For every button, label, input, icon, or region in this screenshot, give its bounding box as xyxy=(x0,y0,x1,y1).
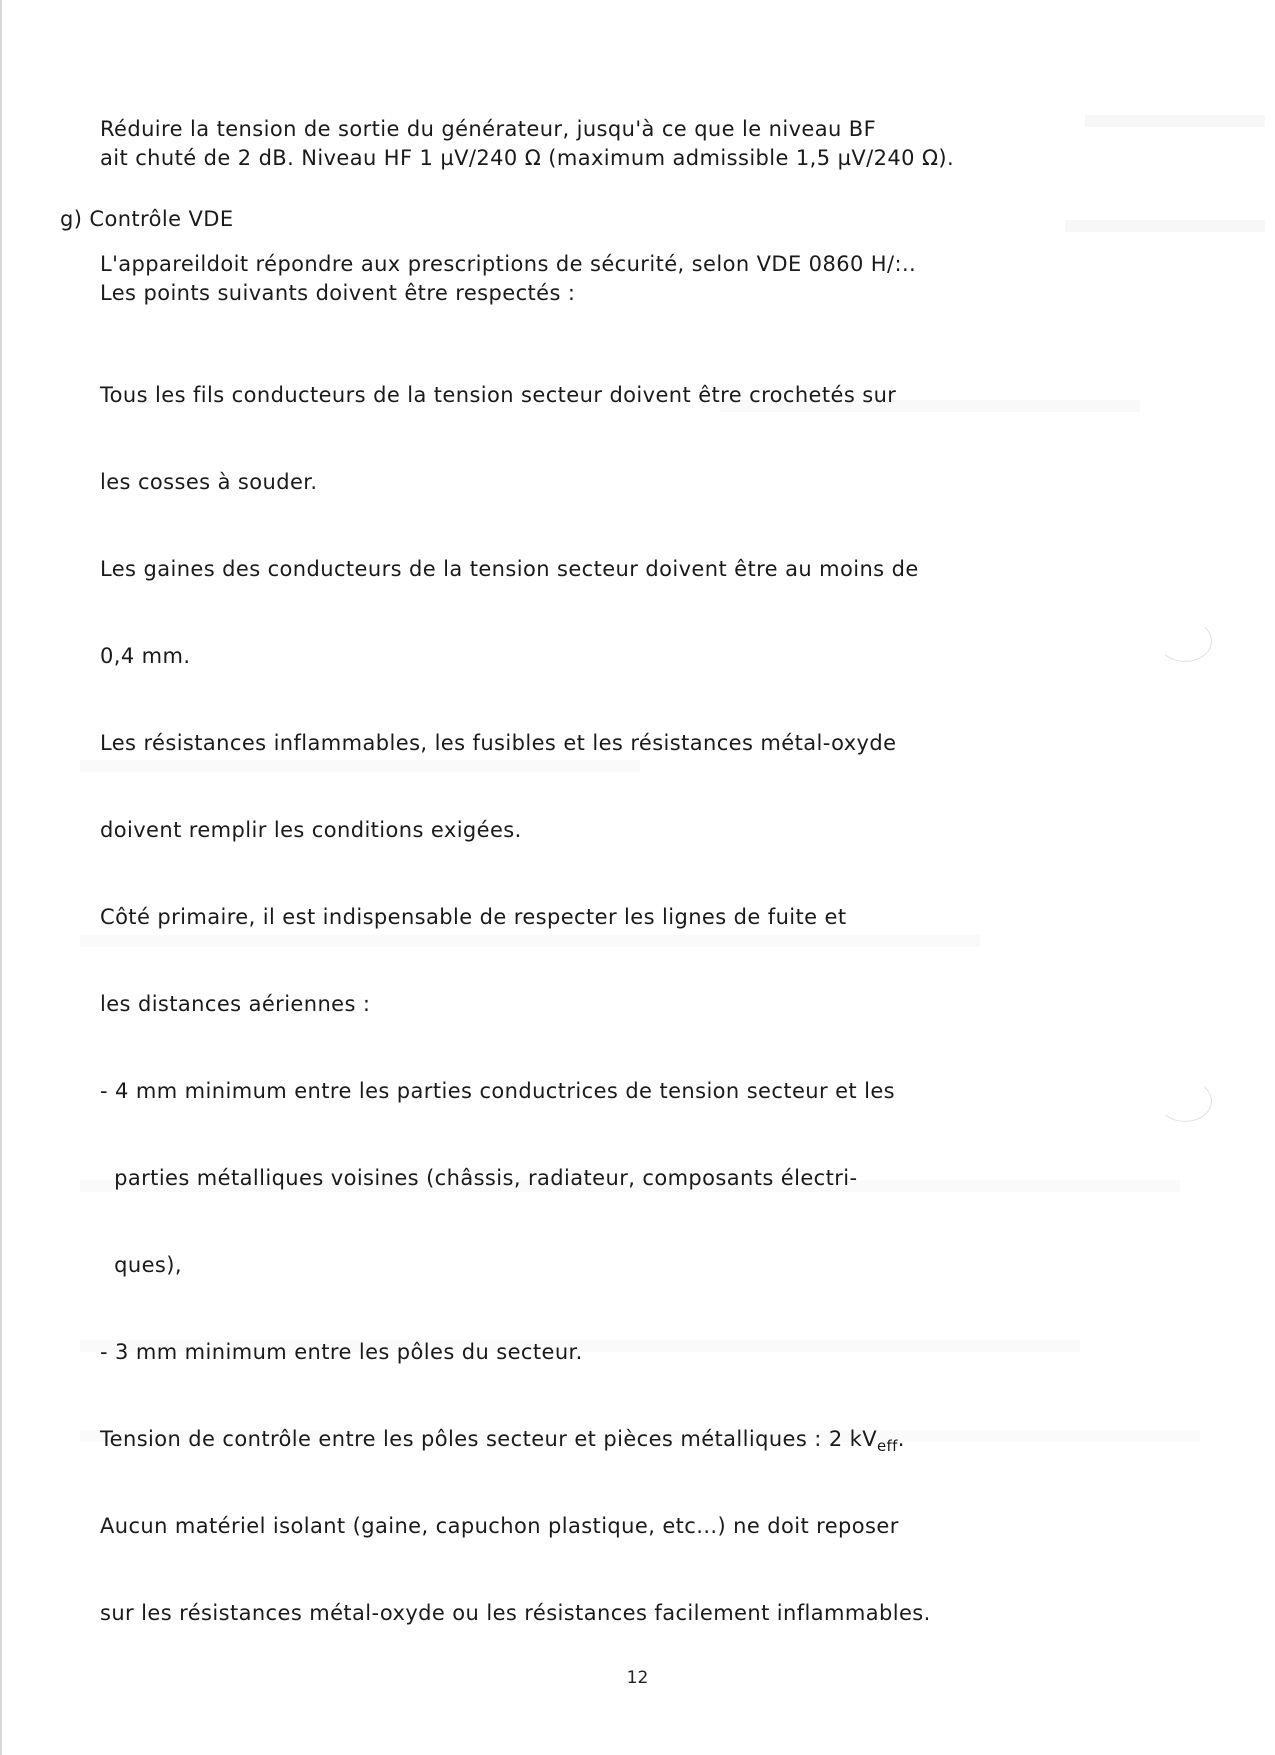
text-line: Les points suivants doivent être respectés : xyxy=(100,281,576,305)
text-line: les distances aériennes : xyxy=(100,992,371,1016)
list-item: - 3 mm minimum entre les pôles du secteur. xyxy=(100,1340,583,1364)
test-voltage-subscript: eff xyxy=(877,1437,898,1455)
text-line: Côté primaire, il est indispensable de respecter les lignes de fuite et xyxy=(100,905,847,929)
page-number: 12 xyxy=(626,1668,649,1688)
section-g-body xyxy=(100,323,931,1686)
text-line: Tous les fils conducteurs de la tension secteur doivent être crochetés sur xyxy=(100,383,897,407)
test-voltage-line xyxy=(100,1425,931,1454)
list-item: - 4 mm minimum entre les parties conductrices de tension secteur et les xyxy=(100,1079,896,1103)
test-voltage-text: Tension de contrôle entre les pôles secteur et pièces métalliques : 2 kV xyxy=(100,1427,878,1451)
test-voltage-period: . xyxy=(897,1427,905,1451)
text-line: Les résistances inflammables, les fusibles et les résistances métal-oxyde xyxy=(100,731,897,755)
section-g-heading xyxy=(60,205,234,234)
text-line: Réduire la tension de sortie du générateur, jusqu'à ce que le niveau BF xyxy=(100,117,877,141)
text-line: les cosses à souder. xyxy=(100,470,318,494)
section-heading: g) Contrôle VDE xyxy=(60,207,234,231)
punch-hole-mark xyxy=(1158,1080,1212,1122)
text-line: doivent remplir les conditions exigées. xyxy=(100,818,522,842)
text-line: L'appareildoit répondre aux prescriptions de sécurité, selon VDE 0860 H/:.. xyxy=(100,252,917,276)
text-line: sur les résistances métal-oxyde ou les résistances facilement inflammables. xyxy=(100,1601,931,1625)
paragraph-1 xyxy=(100,115,954,173)
section-g-intro xyxy=(100,250,916,308)
text-line: Les gaines des conducteurs de la tension secteur doivent être au moins de xyxy=(100,557,919,581)
list-item-continuation: parties métalliques voisines (châssis, radiateur, composants électri- xyxy=(100,1166,858,1190)
text-line: ait chuté de 2 dB. Niveau HF 1 µV/240 Ω (maximum admissible 1,5 µV/240 Ω). xyxy=(100,146,955,170)
text-line: 0,4 mm. xyxy=(100,644,191,668)
punch-hole-mark xyxy=(1158,620,1212,662)
page-edge xyxy=(0,0,2,1755)
text-line: Aucun matériel isolant (gaine, capuchon plastique, etc...) ne doit reposer xyxy=(100,1514,899,1538)
list-item-continuation: ques), xyxy=(100,1253,182,1277)
